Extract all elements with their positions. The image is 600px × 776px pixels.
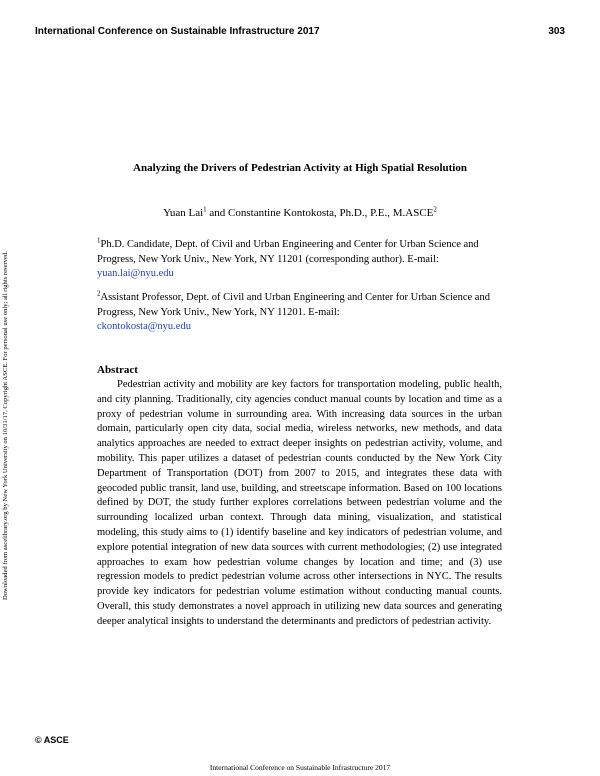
author-2: and Constantine Kontokosta, Ph.D., P.E., M.ASCE bbox=[206, 207, 434, 219]
abstract-body: Pedestrian activity and mobility are key factors for transportation modeling, public health, and city planning. Traditionally, city agencies conduct manual counts by location and time as a proxy of pedestrian volume in surrounding area. With increasing data sources in the urban domain, particularly open city data, social media, wireless networks, new methods, and data analytics approaches are needed to extract deeper insights on pedestrian activity, volume, and mobility. This paper utilizes a dataset of pedestrian counts conducted by the New York City Department of Transportation (DOT) from 2007 to 2015, and integrates these data with geocoded public transit, land use, building, and streetscape information. Based on 100 locations defined by DOT, the study further explores correlations between pedestrian volume and the surrounding localized urban context. Through data mining, visualization, and statistical modeling, this study aims to (1) identify baseline and key indicators of pedestrian volume, and explore potential integration of new data sources with current methodologies; (2) use integrated approaches to exam how pedestrian volume changes by location and time; and (3) use regression models to predict pedestrian volume across other intersections in NYC. The results provide key indicators for pedestrian volume estimation without conducting manual counts. Overall, this study demonstrates a novel approach in utilizing new data sources and generating deeper analytical insights to understand the determinants and predictors of pedestrian activity. bbox=[97, 379, 502, 627]
paper-title: Analyzing the Drivers of Pedestrian Activity at High Spatial Resolution bbox=[133, 162, 467, 174]
download-notice-text: Downloaded from ascelibrary.org by New York University on 10/31/17. Copyright ASCE. For personal use only; all rights reserved. bbox=[2, 251, 9, 600]
affiliation-2-email[interactable]: ckontokosta@nyu.edu bbox=[97, 321, 191, 332]
author-1: Yuan Lai bbox=[163, 207, 204, 219]
affiliation-1-sup: 1 bbox=[97, 236, 101, 245]
affiliation-2-sup: 2 bbox=[97, 289, 101, 298]
download-notice bbox=[0, 180, 12, 600]
abstract-heading: Abstract bbox=[97, 364, 138, 376]
affiliation-2-text: Assistant Professor, Dept. of Civil and Urban Engineering and Center for Urban Science and Progress, New York Univ., New York, NY 11201. E-mail: bbox=[97, 292, 490, 318]
affiliation-1 bbox=[97, 238, 497, 282]
author-line bbox=[0, 207, 600, 219]
running-header: International Conference on Sustainable Infrastructure 2017 bbox=[35, 26, 320, 37]
page-footer: International Conference on Sustainable Infrastructure 2017 bbox=[209, 763, 391, 772]
affiliation-1-text: Ph.D. Candidate, Dept. of Civil and Urban Engineering and Center for Urban Science and Progress, New York Univ., New York, NY 11201 (corresponding author). E-mail: bbox=[97, 239, 479, 265]
author-1-sup: 1 bbox=[203, 205, 207, 214]
copyright-notice: © ASCE bbox=[35, 735, 69, 745]
affiliation-1-email[interactable]: yuan.lai@nyu.edu bbox=[97, 268, 174, 279]
author-2-sup: 2 bbox=[433, 205, 437, 214]
affiliation-2 bbox=[97, 291, 497, 335]
page-number: 303 bbox=[548, 26, 565, 37]
